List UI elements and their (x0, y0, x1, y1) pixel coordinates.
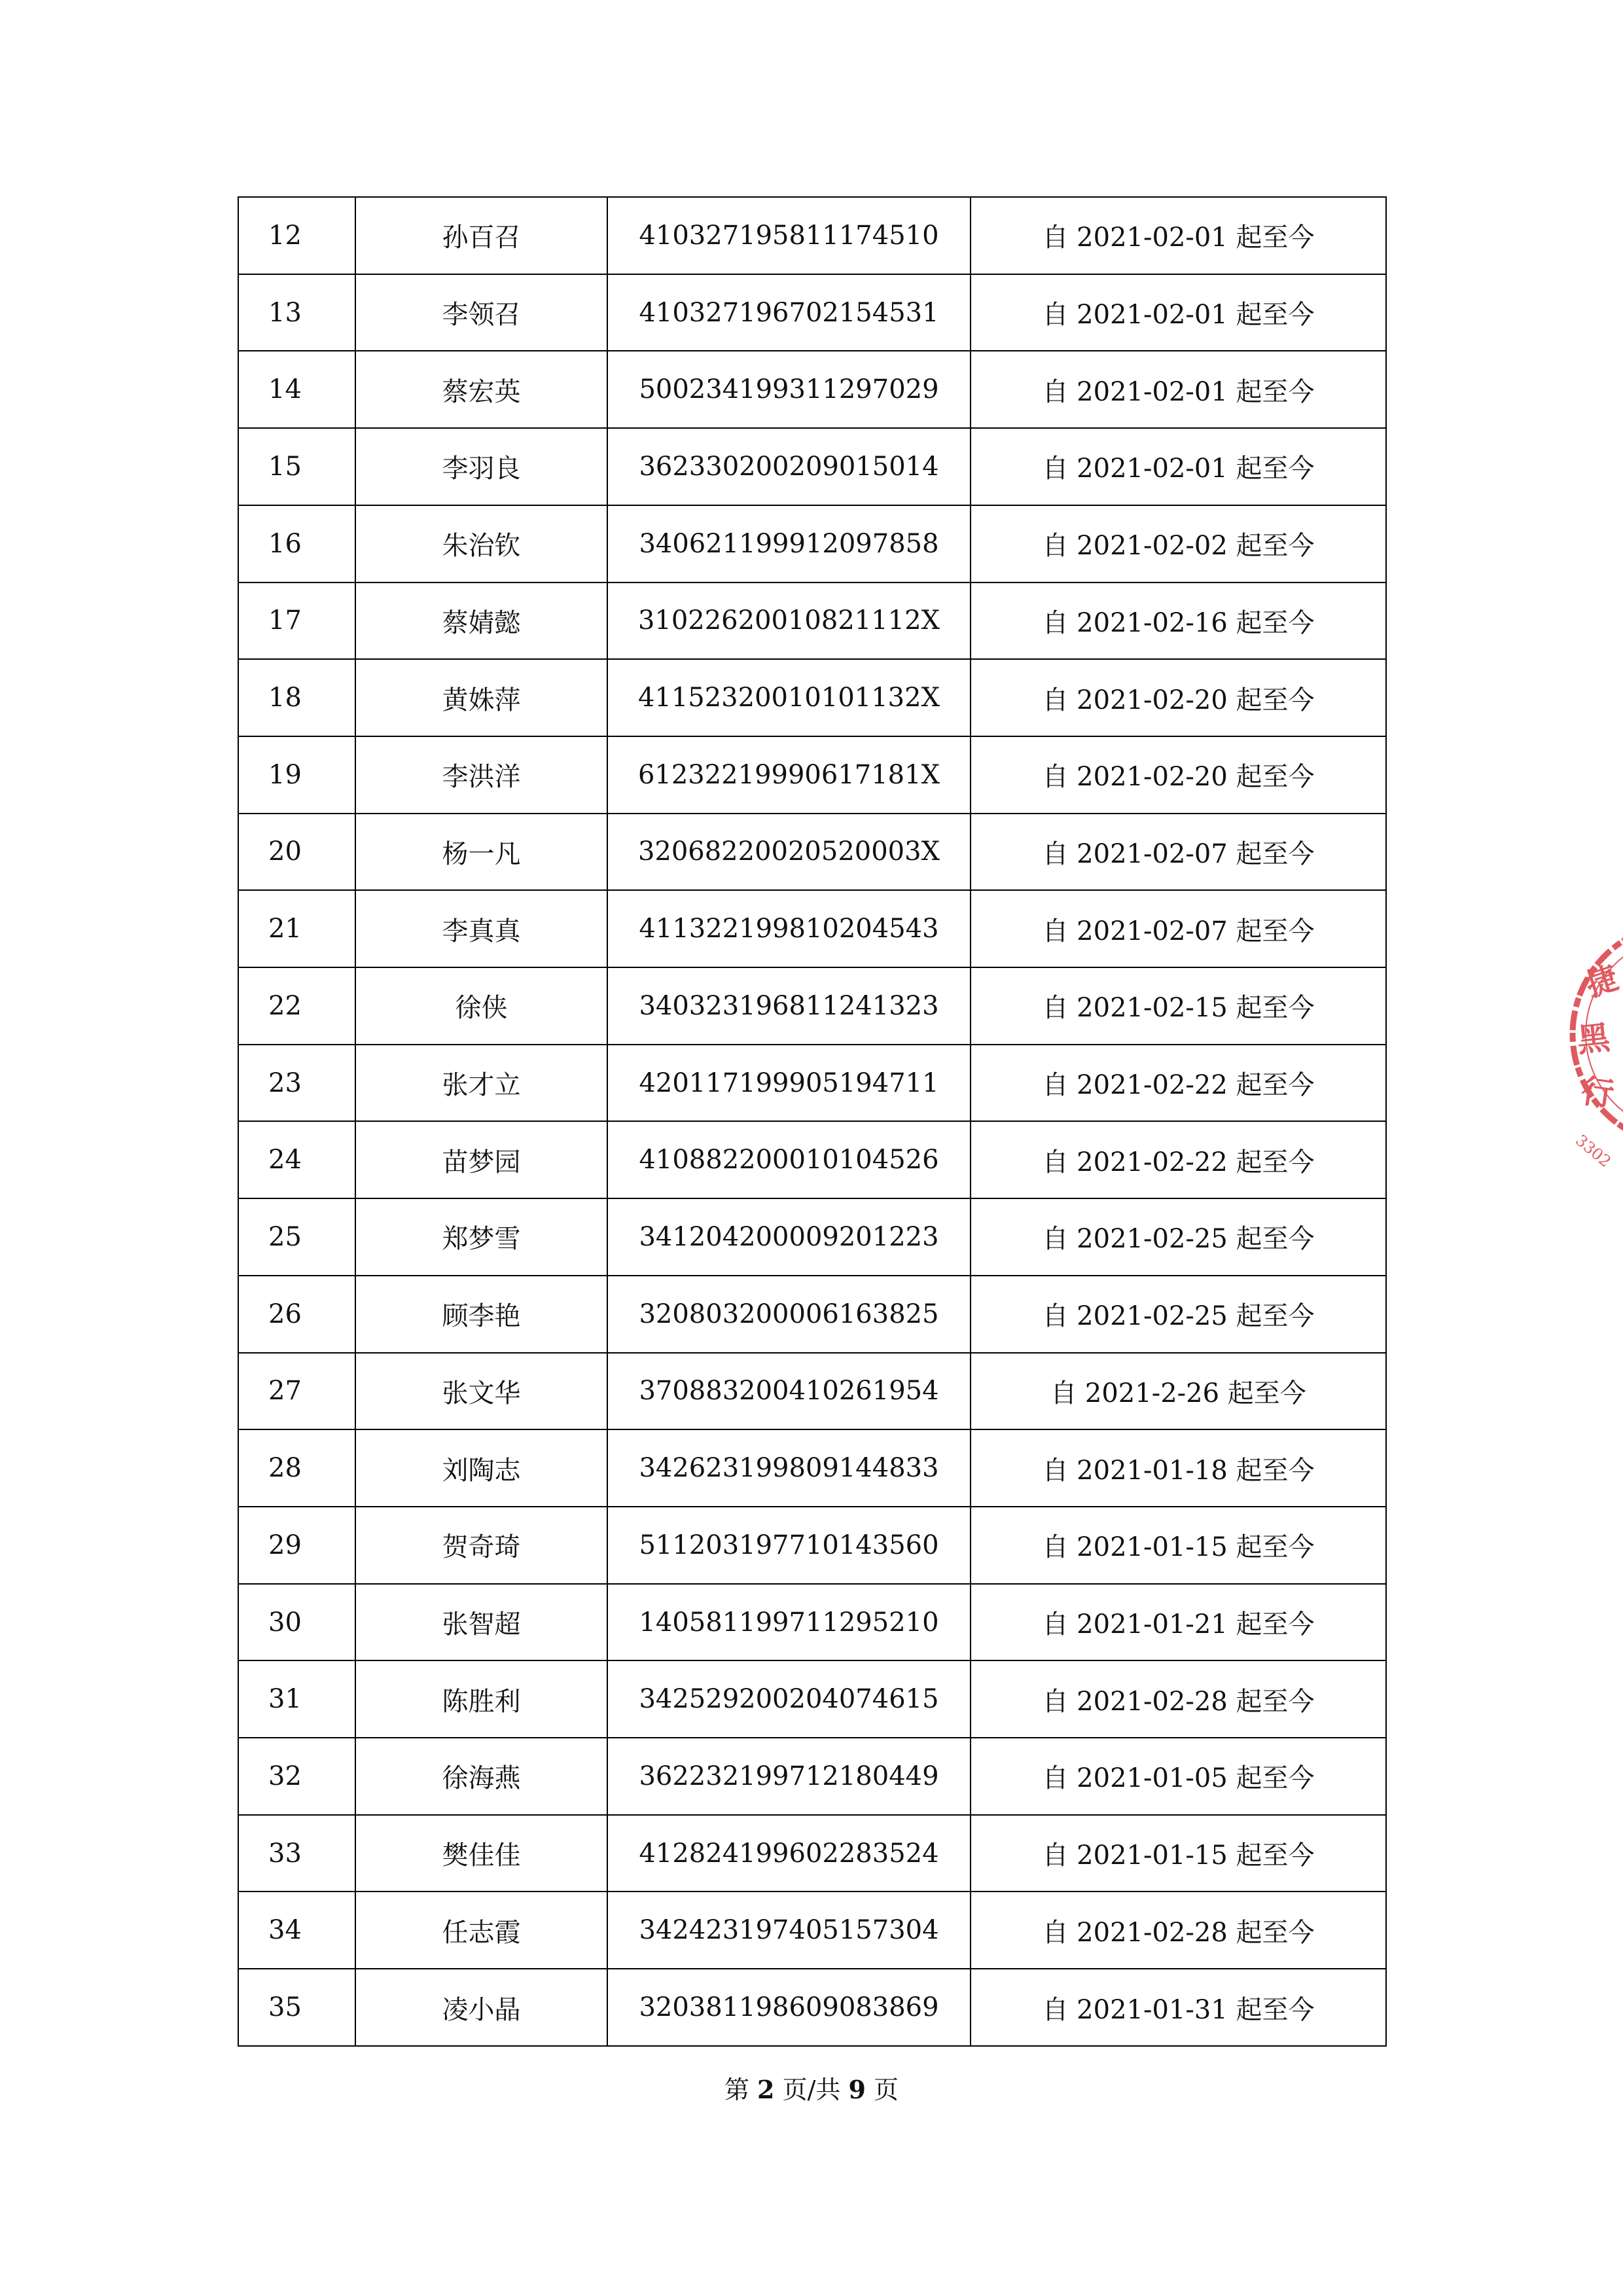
row-index-cell: 16 (238, 505, 355, 583)
row-name-cell: 樊佳佳 (355, 1815, 607, 1892)
page-footer (0, 2070, 1623, 2106)
row-id-number-cell: 411322199810204543 (607, 890, 971, 967)
row-index-cell: 17 (238, 583, 355, 660)
row-id-number-cell: 41152320010101132X (607, 659, 971, 736)
table-row (238, 1969, 1386, 2046)
row-id-number-cell: 511203197710143560 (607, 1507, 971, 1584)
row-name-cell: 张才立 (355, 1045, 607, 1122)
table-row (238, 428, 1386, 505)
page-total: 9 (848, 2075, 866, 2104)
table-row (238, 1353, 1386, 1430)
table-row (238, 967, 1386, 1045)
row-id-number-cell: 32068220020520003X (607, 814, 971, 891)
page-prefix: 第 (724, 2075, 749, 2104)
row-period-cell: 自 2021-02-01 起至今 (971, 197, 1386, 274)
table-row (238, 1815, 1386, 1892)
svg-text:行: 行 (1578, 1071, 1617, 1114)
row-index-cell: 26 (238, 1276, 355, 1353)
record-table (238, 196, 1387, 2047)
table-row (238, 505, 1386, 583)
row-id-number-cell: 410327196702154531 (607, 274, 971, 351)
row-name-cell: 李羽良 (355, 428, 607, 505)
row-name-cell: 陈胜利 (355, 1660, 607, 1738)
row-id-number-cell: 410327195811174510 (607, 197, 971, 274)
row-period-cell: 自 2021-02-01 起至今 (971, 428, 1386, 505)
table-row (238, 583, 1386, 660)
row-index-cell: 34 (238, 1892, 355, 1969)
row-index-cell: 35 (238, 1969, 355, 2046)
row-id-number-cell: 412824199602283524 (607, 1815, 971, 1892)
row-id-number-cell: 342623199809144833 (607, 1429, 971, 1507)
row-id-number-cell: 342423197405157304 (607, 1892, 971, 1969)
row-id-number-cell: 320803200006163825 (607, 1276, 971, 1353)
table-row (238, 1660, 1386, 1738)
row-index-cell: 28 (238, 1429, 355, 1507)
table-row (238, 1198, 1386, 1276)
table-row (238, 1738, 1386, 1815)
row-period-cell: 自 2021-02-07 起至今 (971, 890, 1386, 967)
page-suffix: 页 (874, 2075, 899, 2104)
row-period-cell: 自 2021-02-28 起至今 (971, 1892, 1386, 1969)
row-id-number-cell: 342529200204074615 (607, 1660, 971, 1738)
row-period-cell: 自 2021-01-15 起至今 (971, 1507, 1386, 1584)
row-name-cell: 郑梦雪 (355, 1198, 607, 1276)
row-name-cell: 黄姝萍 (355, 659, 607, 736)
row-index-cell: 29 (238, 1507, 355, 1584)
row-index-cell: 19 (238, 736, 355, 814)
row-name-cell: 李领召 (355, 274, 607, 351)
row-id-number-cell: 420117199905194711 (607, 1045, 971, 1122)
table-body (238, 197, 1386, 2046)
table-row (238, 197, 1386, 274)
table-row (238, 1045, 1386, 1122)
row-name-cell: 刘陶志 (355, 1429, 607, 1507)
table-row (238, 814, 1386, 891)
row-index-cell: 13 (238, 274, 355, 351)
row-period-cell: 自 2021-02-01 起至今 (971, 351, 1386, 428)
row-index-cell: 31 (238, 1660, 355, 1738)
row-name-cell: 李真真 (355, 890, 607, 967)
table-row (238, 1276, 1386, 1353)
row-period-cell: 自 2021-02-25 起至今 (971, 1198, 1386, 1276)
row-period-cell: 自 2021-02-20 起至今 (971, 736, 1386, 814)
row-id-number-cell: 320381198609083869 (607, 1969, 971, 2046)
row-index-cell: 15 (238, 428, 355, 505)
company-seal (1569, 880, 1623, 1188)
table-row (238, 351, 1386, 428)
row-period-cell: 自 2021-02-22 起至今 (971, 1045, 1386, 1122)
row-name-cell: 顾李艳 (355, 1276, 607, 1353)
row-period-cell: 自 2021-02-07 起至今 (971, 814, 1386, 891)
row-id-number-cell: 140581199711295210 (607, 1584, 971, 1661)
row-name-cell: 孙百召 (355, 197, 607, 274)
row-period-cell: 自 2021-01-15 起至今 (971, 1815, 1386, 1892)
row-period-cell: 自 2021-02-15 起至今 (971, 967, 1386, 1045)
row-id-number-cell: 340621199912097858 (607, 505, 971, 583)
row-period-cell: 自 2021-02-16 起至今 (971, 583, 1386, 660)
row-period-cell: 自 2021-02-28 起至今 (971, 1660, 1386, 1738)
row-index-cell: 25 (238, 1198, 355, 1276)
row-name-cell: 李洪洋 (355, 736, 607, 814)
row-name-cell: 蔡婧懿 (355, 583, 607, 660)
row-name-cell: 苗梦园 (355, 1121, 607, 1198)
row-index-cell: 30 (238, 1584, 355, 1661)
row-period-cell: 自 2021-02-01 起至今 (971, 274, 1386, 351)
row-period-cell: 自 2021-2-26 起至今 (971, 1353, 1386, 1430)
row-index-cell: 22 (238, 967, 355, 1045)
page-middle: 页/共 (782, 2075, 841, 2104)
table-row (238, 1584, 1386, 1661)
svg-text:黑: 黑 (1575, 1018, 1612, 1060)
row-period-cell: 自 2021-01-05 起至今 (971, 1738, 1386, 1815)
row-index-cell: 27 (238, 1353, 355, 1430)
row-period-cell: 自 2021-01-31 起至今 (971, 1969, 1386, 2046)
row-period-cell: 自 2021-01-21 起至今 (971, 1584, 1386, 1661)
row-name-cell: 任志霞 (355, 1892, 607, 1969)
row-index-cell: 18 (238, 659, 355, 736)
row-index-cell: 23 (238, 1045, 355, 1122)
table-row (238, 1892, 1386, 1969)
row-index-cell: 14 (238, 351, 355, 428)
table-row (238, 1121, 1386, 1198)
row-name-cell: 徐海燕 (355, 1738, 607, 1815)
row-period-cell: 自 2021-02-20 起至今 (971, 659, 1386, 736)
row-index-cell: 24 (238, 1121, 355, 1198)
row-id-number-cell: 370883200410261954 (607, 1353, 971, 1430)
table-row (238, 659, 1386, 736)
row-period-cell: 自 2021-02-25 起至今 (971, 1276, 1386, 1353)
row-index-cell: 21 (238, 890, 355, 967)
row-name-cell: 贺奇琦 (355, 1507, 607, 1584)
row-name-cell: 朱治钦 (355, 505, 607, 583)
seal-stamp-graphic (1569, 880, 1623, 1188)
row-id-number-cell: 340323196811241323 (607, 967, 971, 1045)
row-name-cell: 徐侠 (355, 967, 607, 1045)
row-id-number-cell: 31022620010821112X (607, 583, 971, 660)
row-period-cell: 自 2021-02-22 起至今 (971, 1121, 1386, 1198)
row-id-number-cell: 61232219990617181X (607, 736, 971, 814)
table-row (238, 890, 1386, 967)
row-index-cell: 33 (238, 1815, 355, 1892)
row-name-cell: 蔡宏英 (355, 351, 607, 428)
row-period-cell: 自 2021-02-02 起至今 (971, 505, 1386, 583)
row-id-number-cell: 362330200209015014 (607, 428, 971, 505)
row-name-cell: 张智超 (355, 1584, 607, 1661)
table-row (238, 736, 1386, 814)
row-id-number-cell: 500234199311297029 (607, 351, 971, 428)
svg-text:3302: 3302 (1572, 1131, 1614, 1171)
svg-text:捷: 捷 (1581, 960, 1623, 1005)
table-row (238, 1507, 1386, 1584)
row-index-cell: 12 (238, 197, 355, 274)
row-index-cell: 32 (238, 1738, 355, 1815)
row-name-cell: 杨一凡 (355, 814, 607, 891)
row-name-cell: 凌小晶 (355, 1969, 607, 2046)
row-name-cell: 张文华 (355, 1353, 607, 1430)
row-id-number-cell: 410882200010104526 (607, 1121, 971, 1198)
row-period-cell: 自 2021-01-18 起至今 (971, 1429, 1386, 1507)
table-row (238, 274, 1386, 351)
page-current: 2 (757, 2075, 775, 2104)
row-id-number-cell: 341204200009201223 (607, 1198, 971, 1276)
row-id-number-cell: 362232199712180449 (607, 1738, 971, 1815)
table-row (238, 1429, 1386, 1507)
row-index-cell: 20 (238, 814, 355, 891)
